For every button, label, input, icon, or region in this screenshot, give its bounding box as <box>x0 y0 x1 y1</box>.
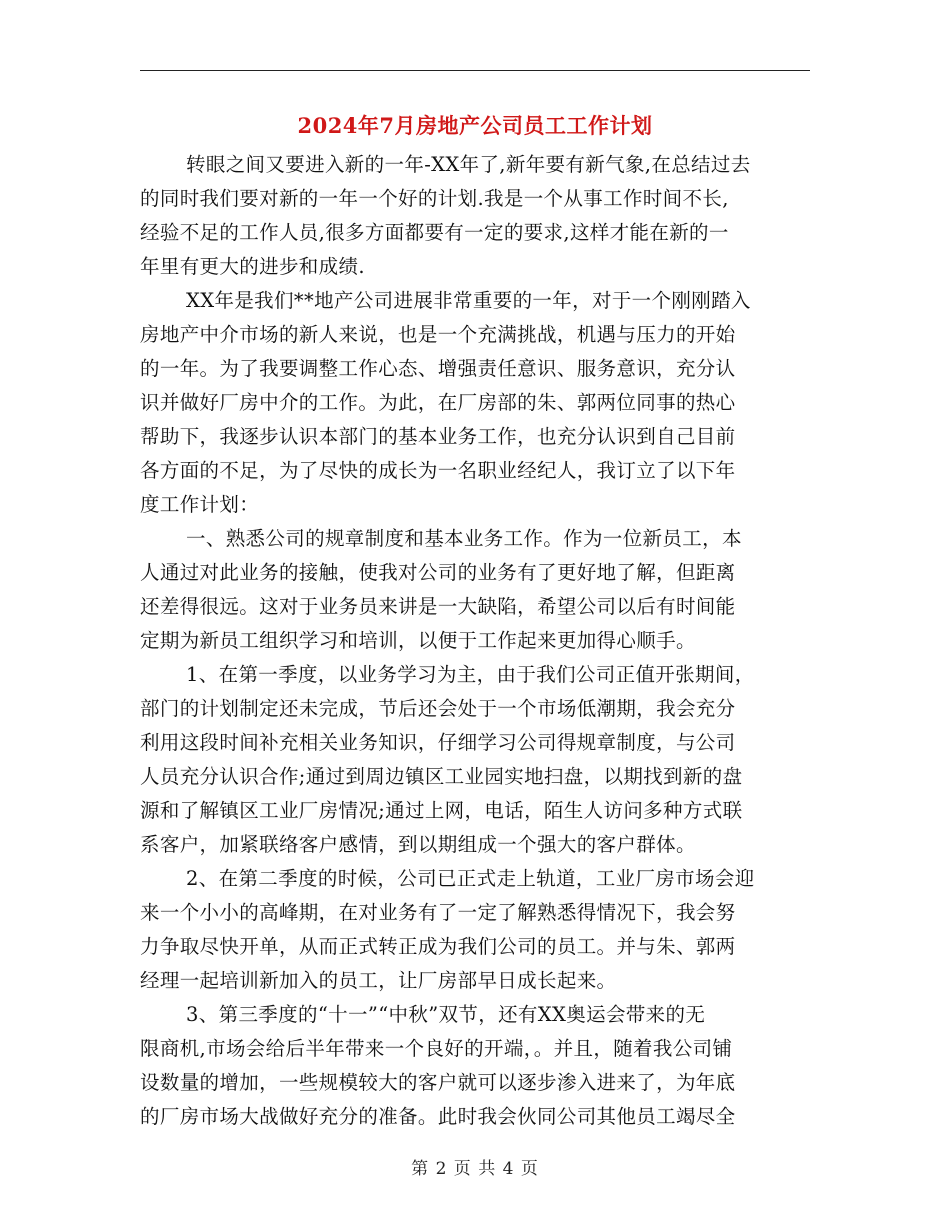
text-line: 帮助下，我逐步认识本部门的基本业务工作，也充分认识到自己目前 <box>140 425 736 448</box>
text-line: 2、在第二季度的时候，公司已正式走上轨道，工业厂房市场会迎 <box>186 867 755 890</box>
text-line: 转眼之间又要进入新的一年-XX年了,新年要有新气象,在总结过去 <box>186 153 751 176</box>
text-line: 来一个小小的高峰期，在对业务有了一定了解熟悉得情况下，我会努 <box>140 901 736 924</box>
document-body <box>140 148 810 1134</box>
document-title: 2024年7月房地产公司员工工作计划 <box>297 113 653 138</box>
text-line: 房地产中介市场的新人来说，也是一个充满挑战，机遇与压力的开始 <box>140 323 736 346</box>
paragraph <box>140 862 810 998</box>
paragraph <box>140 998 810 1134</box>
text-line: 还差得很远。这对于业务员来讲是一大缺陷，希望公司以后有时间能 <box>140 595 736 618</box>
text-line: 度工作计划： <box>140 493 260 516</box>
paragraph <box>140 522 810 658</box>
text-line: 各方面的不足，为了尽快的成长为一名职业经纪人，我订立了以下年 <box>140 459 736 482</box>
text-line: 人通过对此业务的接触，使我对公司的业务有了更好地了解，但距离 <box>140 561 736 584</box>
text-line: 的厂房市场大战做好充分的准备。此时我会伙同公司其他员工竭尽全 <box>140 1105 736 1128</box>
text-line: 定期为新员工组织学习和培训，以便于工作起来更加得心顺手。 <box>140 629 696 652</box>
text-line: 的一年。为了我要调整工作心态、增强责任意识、服务意识，充分认 <box>140 357 736 380</box>
text-line: 年里有更大的进步和成绩. <box>140 255 365 278</box>
header-rule <box>140 70 810 71</box>
text-line: 利用这段时间补充相关业务知识，仔细学习公司得规章制度，与公司 <box>140 731 736 754</box>
paragraph <box>140 148 810 284</box>
paragraph <box>140 658 810 862</box>
text-line: 1、在第一季度，以业务学习为主，由于我们公司正值开张期间， <box>186 663 755 686</box>
text-line: 力争取尽快开单，从而正式转正成为我们公司的员工。并与朱、郭两 <box>140 935 736 958</box>
text-line: 源和了解镇区工业厂房情况;通过上网，电话，陌生人访问多种方式联 <box>140 799 743 822</box>
text-line: 系客户，加紧联络客户感情，到以期组成一个强大的客户群体。 <box>140 833 696 856</box>
text-line: 一、熟悉公司的规章制度和基本业务工作。作为一位新员工，本 <box>186 527 742 550</box>
text-line: 的同时我们要对新的一年一个好的计划.我是一个从事工作时间不长, <box>140 187 729 210</box>
text-line: 人员充分认识合作;通过到周边镇区工业园实地扫盘，以期找到新的盘 <box>140 765 743 788</box>
text-line: 设数量的增加，一些规模较大的客户就可以逐步渗入进来了，为年底 <box>140 1071 736 1094</box>
text-line: 经验不足的工作人员,很多方面都要有一定的要求,这样才能在新的一 <box>140 221 729 244</box>
text-line: 部门的计划制定还未完成，节后还会处于一个市场低潮期，我会充分 <box>140 697 736 720</box>
text-line: XX年是我们**地产公司进展非常重要的一年，对于一个刚刚踏入 <box>186 289 751 312</box>
text-line: 识并做好厂房中介的工作。为此，在厂房部的朱、郭两位同事的热心 <box>140 391 736 414</box>
paragraph <box>140 284 810 522</box>
text-line: 限商机,市场会给后半年带来一个良好的开端，。并且，随着我公司铺 <box>140 1037 733 1060</box>
text-line: 经理一起培训新加入的员工，让厂房部早日成长起来。 <box>140 969 617 992</box>
text-line: 3、第三季度的“十一”“中秋”双节，还有XX奥运会带来的无 <box>186 1003 706 1026</box>
page-footer: 第 2 页 共 4 页 <box>411 1159 539 1179</box>
